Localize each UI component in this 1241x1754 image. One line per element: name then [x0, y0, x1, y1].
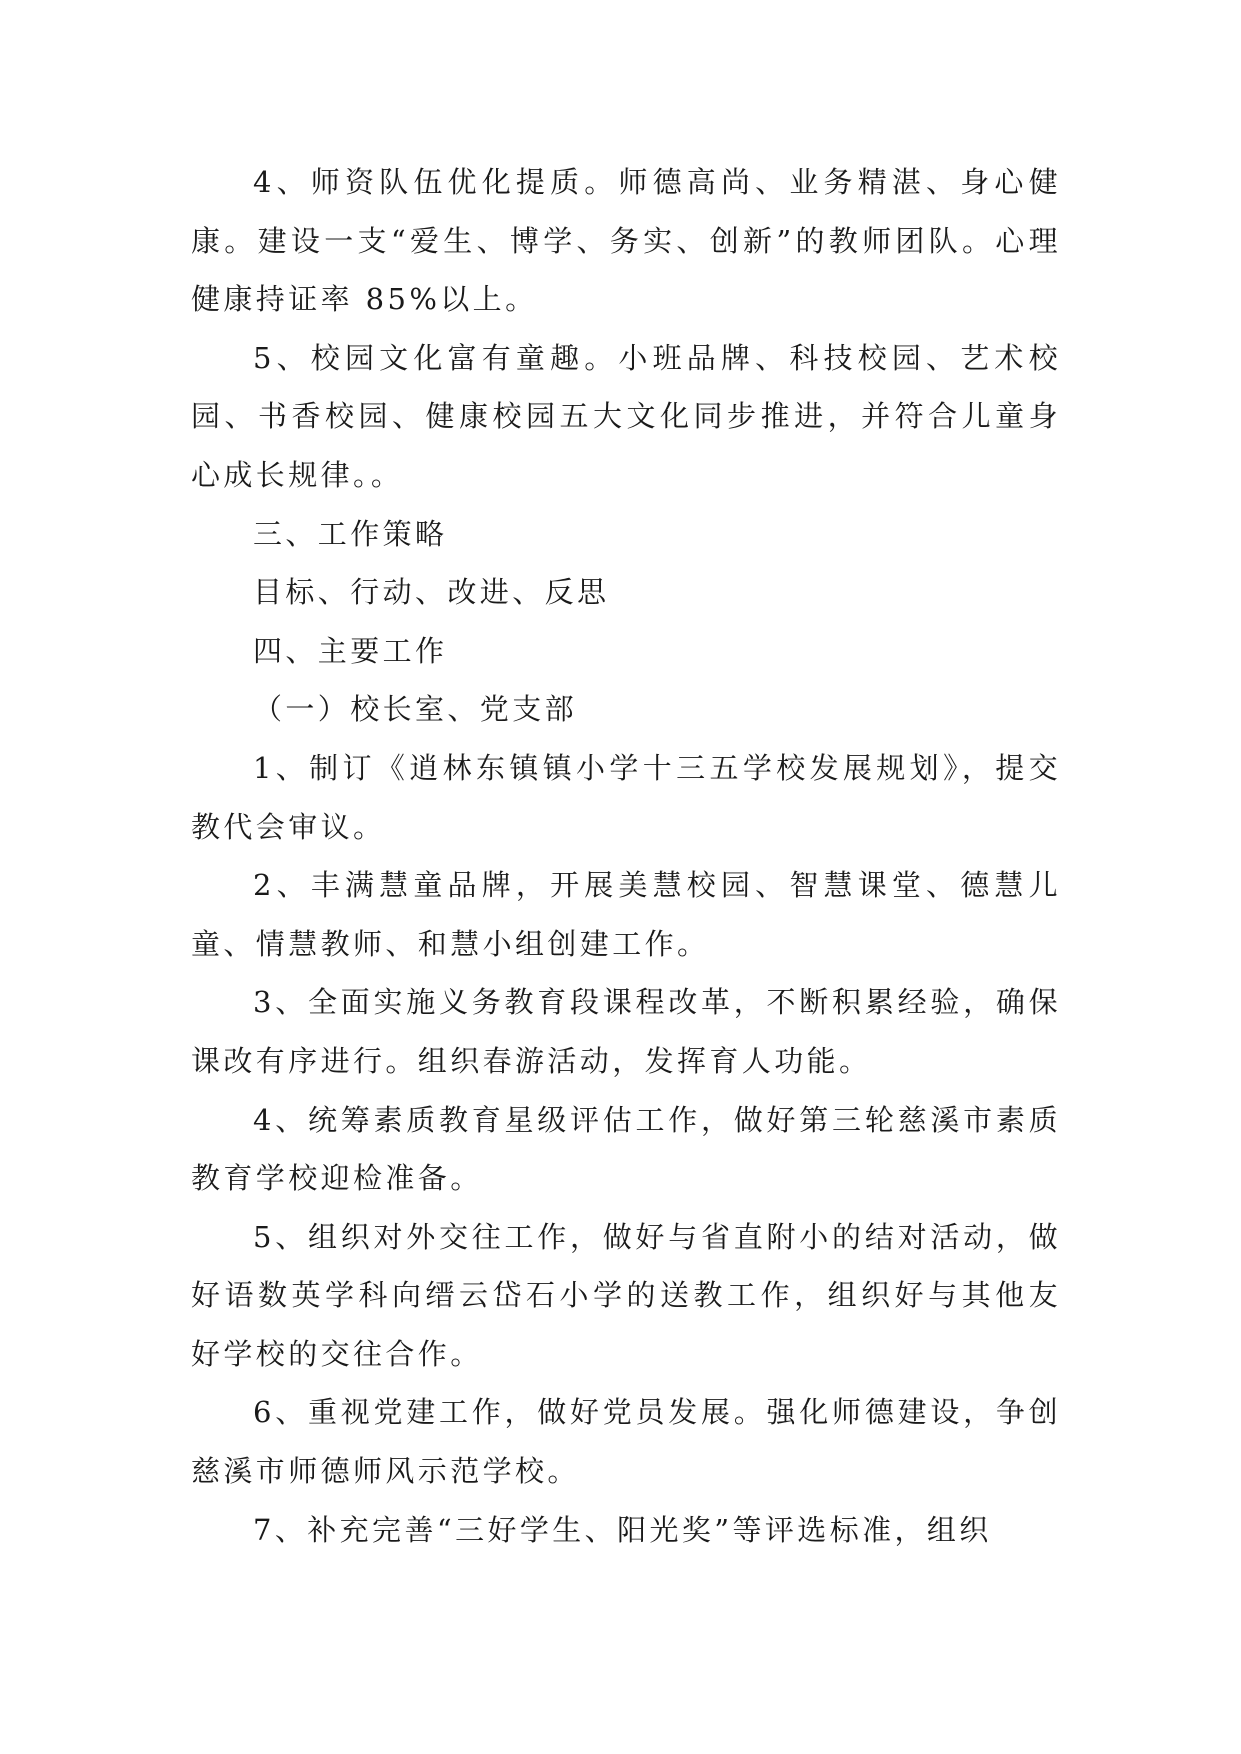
paragraph-strategy-items: 目标、行动、改进、反思: [253, 575, 610, 610]
section-heading-strategy: 三、工作策略: [253, 516, 448, 551]
paragraph-work-6: 6、重视党建工作，做好党员发展。强化师德建设，争创慈溪市师德师风示范学校。: [191, 1395, 1061, 1489]
paragraph-work-1: 1、制订《逍林东镇镇小学十三五学校发展规划》，提交教代会审议。: [191, 750, 1061, 844]
paragraph-work-2: 2、丰满慧童品牌，开展美慧校园、智慧课堂、德慧儿童、情慧教师、和慧小组创建工作。: [191, 868, 1061, 961]
paragraph-work-4: 4、统筹素质教育星级评估工作，做好第三轮慈溪市素质教育学校迎检准备。: [191, 1102, 1061, 1196]
document-body: [191, 153, 1061, 1559]
paragraph-goal-4: 4、师资队伍优化提质。师德高尚、业务精湛、身心健康。建设一支“爱生、博学、务实、创新”的教师团队。心理健康持证率 85%以上。: [191, 165, 1061, 317]
paragraph-goal-5: 5、校园文化富有童趣。小班品牌、科技校园、艺术校园、书香校园、健康校园五大文化同步推进，并符合儿童身心成长规律。。: [191, 340, 1061, 492]
paragraph-work-3: 3、全面实施义务教育段课程改革，不断积累经验，确保课改有序进行。组织春游活动，发挥育人功能。: [191, 985, 1061, 1078]
paragraph-work-5: 5、组织对外交往工作，做好与省直附小的结对活动，做好语数英学科向缙云岱石小学的送教工作，组织好与其他友好学校的交往合作。: [191, 1219, 1061, 1371]
subsection-heading-principal-office: （一）校长室、党支部: [253, 692, 578, 727]
section-heading-main-work: 四、主要工作: [253, 633, 448, 668]
paragraph-work-7: 7、补充完善“三好学生、阳光奖”等评选标准，组织: [253, 1512, 992, 1547]
